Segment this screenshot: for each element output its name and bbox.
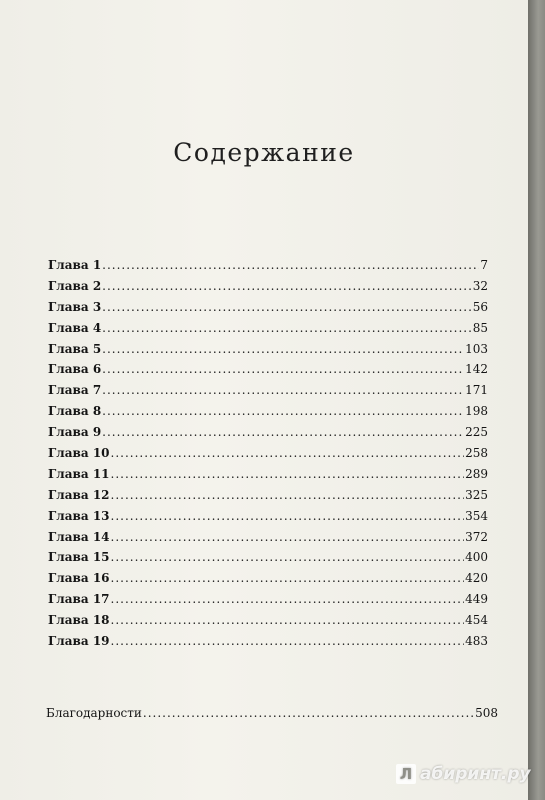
toc-entry (48, 571, 488, 592)
toc-entry (48, 530, 488, 551)
toc-entry-label: Глава 4 (48, 320, 102, 335)
dot-leader (111, 446, 465, 460)
toc-entry-label: Глава 16 (48, 571, 110, 586)
dot-leader (102, 300, 472, 314)
toc-entry (48, 467, 488, 488)
toc-entry (48, 362, 488, 383)
dot-leader (111, 467, 465, 481)
toc-entry-page: 171 (465, 383, 488, 398)
page-title: Содержание (173, 138, 355, 167)
toc-entry-label: Глава 19 (48, 634, 110, 649)
dot-leader (111, 592, 465, 606)
dot-leader (143, 706, 474, 720)
dot-leader (111, 530, 465, 544)
toc-entry-label: Глава 13 (48, 508, 110, 523)
dot-leader (102, 362, 464, 376)
toc-entry-page: 289 (465, 466, 488, 481)
dot-leader (111, 613, 465, 627)
table-of-contents (48, 258, 488, 655)
toc-entry (48, 550, 488, 571)
toc-entry-label: Глава 9 (48, 425, 102, 440)
toc-entry (48, 488, 488, 509)
toc-entry-page: 508 (475, 706, 498, 720)
toc-entry-page: 32 (472, 278, 488, 293)
dot-leader (111, 509, 465, 523)
dot-leader (102, 383, 464, 397)
toc-entry (48, 383, 488, 404)
toc-entry (48, 509, 488, 530)
toc-entry-page: 454 (465, 613, 488, 628)
toc-entry-page: 142 (465, 362, 488, 377)
dot-leader (102, 425, 464, 439)
page-edge (528, 0, 545, 800)
toc-entry-page: 7 (480, 258, 488, 272)
toc-entry-label: Глава 2 (48, 278, 102, 293)
dot-leader (102, 279, 472, 293)
dot-leader (111, 634, 465, 648)
toc-entry-page: 449 (465, 592, 488, 607)
dot-leader (102, 404, 464, 418)
toc-entry-label: Глава 5 (48, 341, 102, 356)
dot-leader (102, 342, 464, 356)
toc-entry (48, 258, 488, 279)
toc-entry (48, 300, 488, 321)
dot-leader (111, 488, 465, 502)
toc-entry-label: Глава 17 (48, 592, 110, 607)
toc-entry-label: Глава 7 (48, 383, 102, 398)
toc-entry-page: 198 (465, 404, 488, 419)
dot-leader (102, 321, 472, 335)
toc-entry-page: 85 (472, 320, 488, 335)
watermark (396, 762, 531, 786)
toc-entry-page: 354 (465, 508, 488, 523)
toc-entry (48, 425, 488, 446)
watermark-text: абиринт.ру (420, 764, 531, 784)
toc-entry-acknowledgements (46, 706, 498, 727)
toc-entry (48, 446, 488, 467)
toc-entry (48, 592, 488, 613)
toc-entry-page: 400 (465, 550, 488, 565)
toc-entry-label: Глава 18 (48, 613, 110, 628)
toc-entry-page: 483 (465, 634, 488, 649)
toc-entry-label: Глава 10 (48, 446, 110, 461)
dot-leader (111, 571, 465, 585)
dot-leader (102, 258, 479, 272)
toc-entry-label: Глава 6 (48, 362, 102, 377)
toc-entry-page: 420 (465, 571, 488, 586)
toc-entry-page: 103 (465, 341, 488, 356)
toc-entry-label: Глава 11 (48, 466, 110, 481)
toc-entry-page: 325 (465, 487, 488, 502)
toc-entry-page: 225 (465, 425, 488, 440)
toc-entry-label: Глава 3 (48, 299, 102, 314)
toc-entry-label: Глава 12 (48, 487, 110, 502)
toc-entry-label: Глава 8 (48, 404, 102, 419)
toc-entry (48, 279, 488, 300)
toc-entry (48, 404, 488, 425)
toc-entry-label: Глава 14 (48, 529, 110, 544)
toc-entry-label: Глава 15 (48, 550, 110, 565)
toc-entry (48, 321, 488, 342)
toc-entry-label: Благодарности (46, 706, 142, 720)
toc-entry-page: 258 (465, 446, 488, 461)
toc-entry (48, 342, 488, 363)
toc-entry (48, 613, 488, 634)
dot-leader (111, 550, 465, 564)
toc-entry-page: 56 (472, 299, 488, 314)
watermark-logo-icon: Л (396, 764, 416, 784)
toc-entry (48, 634, 488, 655)
toc-entry-page: 372 (465, 529, 488, 544)
toc-entry-label: Глава 1 (48, 258, 102, 272)
